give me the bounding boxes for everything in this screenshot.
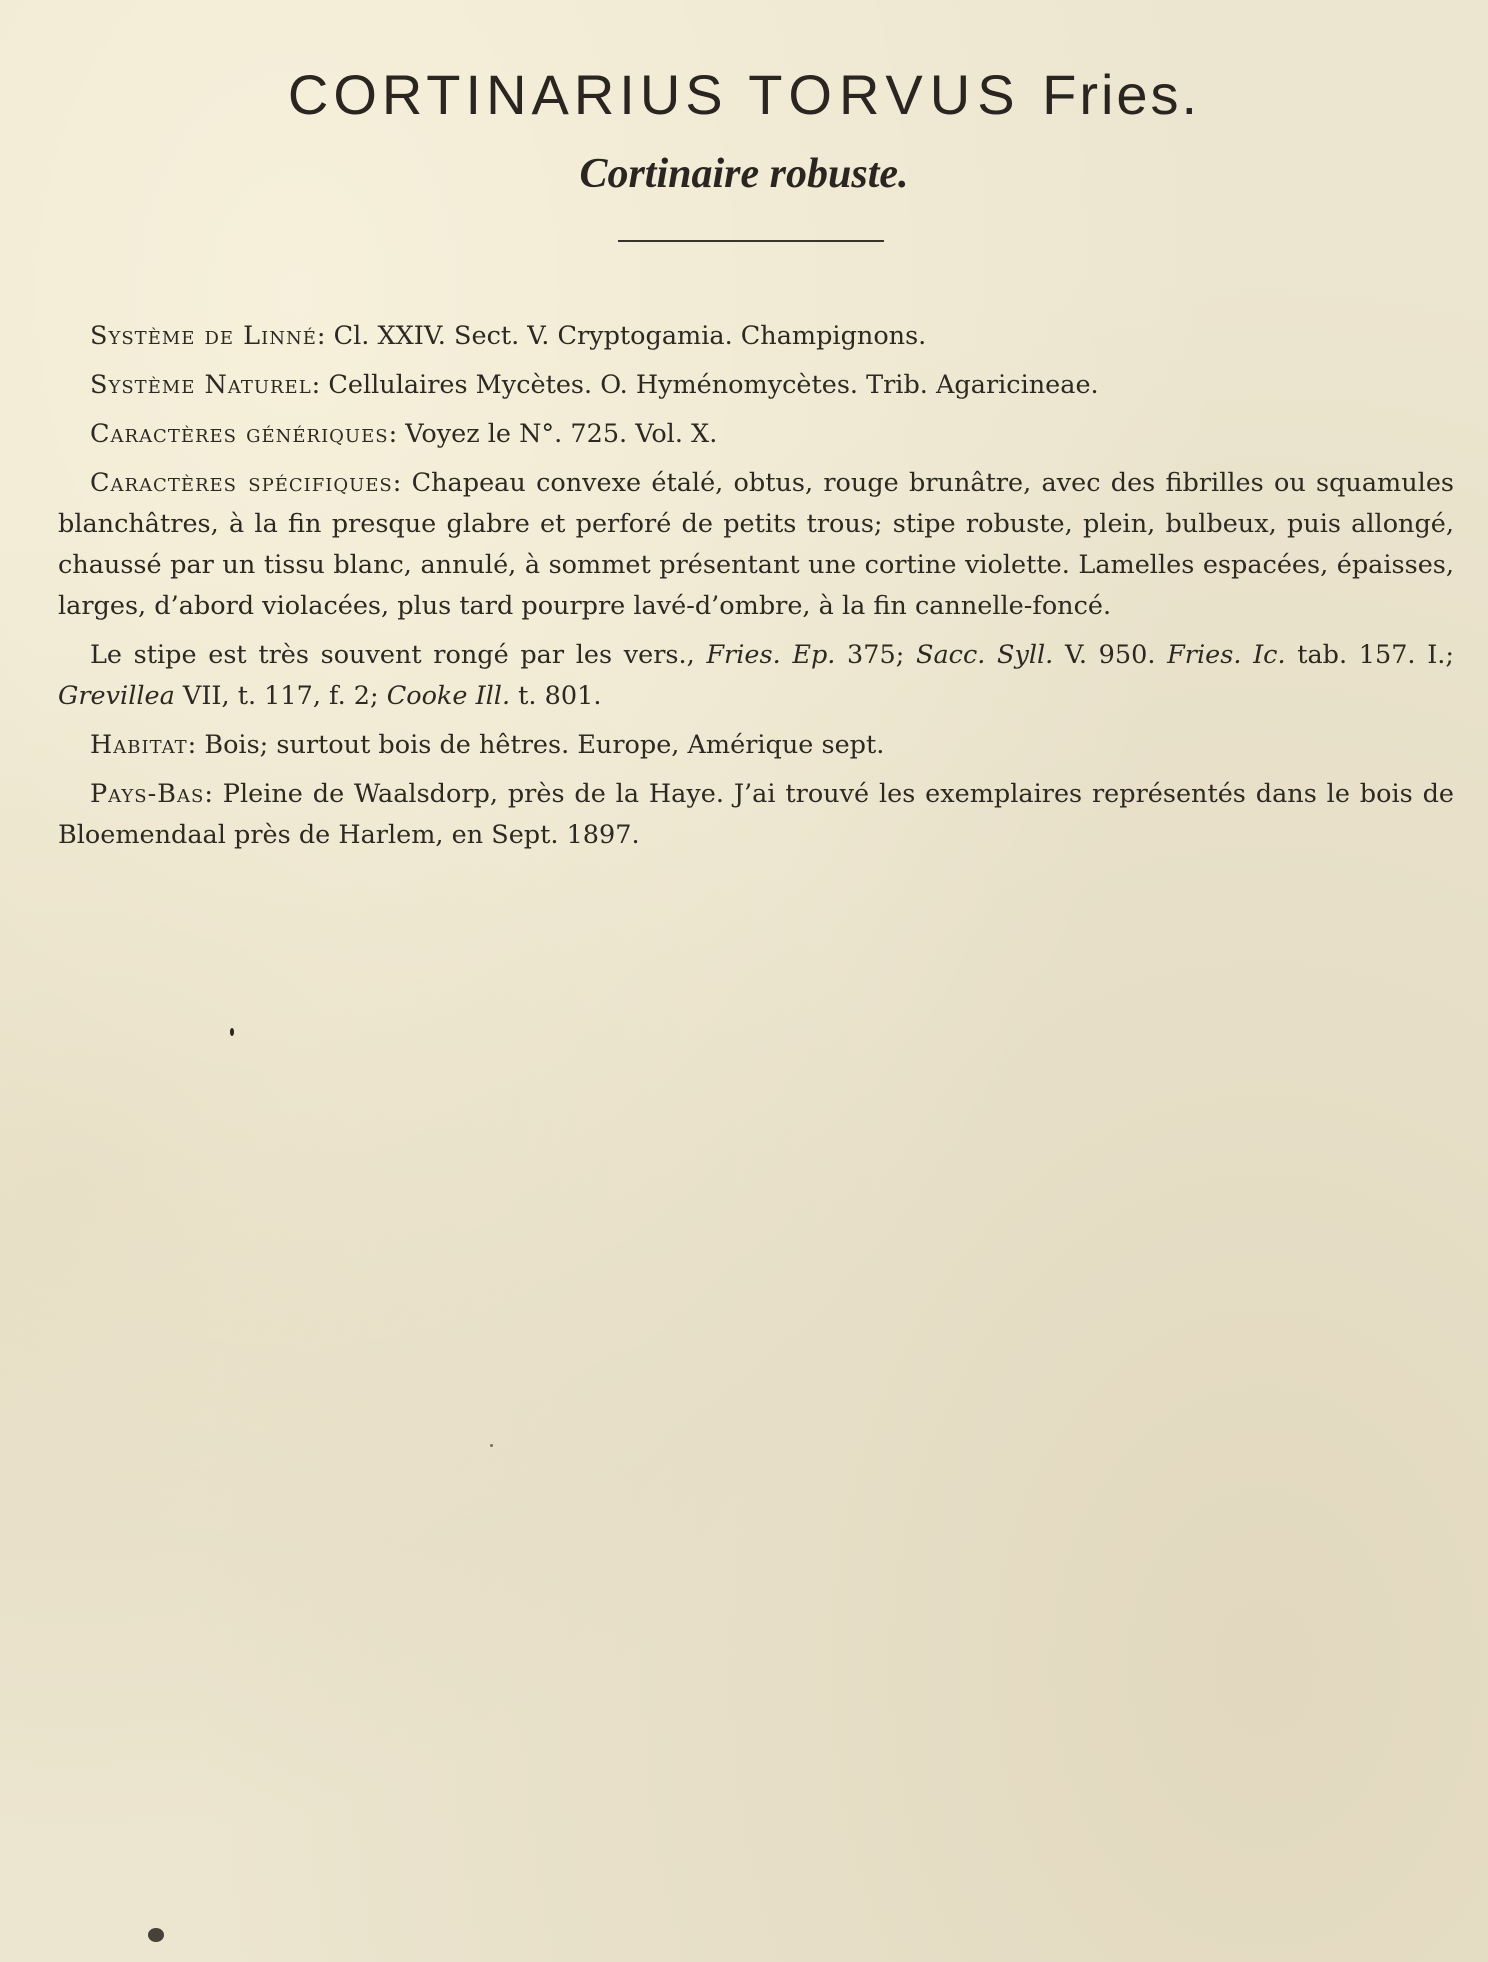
author-name: Fries. xyxy=(1042,63,1201,126)
paper-speck xyxy=(490,1444,493,1447)
remarque-text: Le stipe est très souvent rongé par les vers., xyxy=(90,640,707,670)
common-name: Cortinaire robuste. xyxy=(579,151,909,197)
description-body xyxy=(58,316,1454,864)
generiques-paragraph xyxy=(58,414,1454,455)
section-text: Bois; surtout bois de hêtres. Europe, Amérique sept. xyxy=(204,730,885,760)
title-divider xyxy=(618,240,884,242)
remarque-text: 375; xyxy=(835,640,916,670)
section-text: Chapeau convexe étalé, obtus, rouge brunâtre, avec des fibrilles ou squamules blanchâtres, à la fin presque glabre et perforé de petits trous; stipe robuste, plein, bulbeux, puis allongé, chaussé par un tissu blanc, annulé, à sommet présentant une cortine violette. Lamelles espacées, épaisses, larges, d’abord violacées, plus tard pourpre lavé-d’ombre, à la fin cannelle-foncé. xyxy=(58,468,1454,621)
section-text: Voyez le N°. 725. Vol. X. xyxy=(405,419,718,449)
section-label: Caractères spécifiques xyxy=(90,468,393,498)
ink-speck xyxy=(230,1028,234,1036)
ink-blot xyxy=(148,1928,164,1942)
section-text: Cellulaires Mycètes. O. Hyménomycètes. Trib. Agaricineae. xyxy=(328,370,1099,400)
remarque-text: tab. 157. I.; xyxy=(1285,640,1454,670)
reference-grevillea: Grevillea xyxy=(58,681,175,711)
remarque-text: t. 801. xyxy=(510,681,602,711)
reference-cooke-ill: Cooke Ill. xyxy=(386,681,511,711)
habitat-paragraph xyxy=(58,725,1454,766)
genus-name: CORTINARIUS xyxy=(287,63,728,126)
label-separator: : xyxy=(311,370,329,400)
species-title xyxy=(0,62,1488,127)
label-separator: : xyxy=(388,419,406,449)
remarque-text: V. 950. xyxy=(1053,640,1168,670)
label-separator: : xyxy=(187,730,205,760)
pays-bas-paragraph xyxy=(58,774,1454,856)
reference-sacc-syll: Sacc. Syll. xyxy=(915,640,1054,670)
section-text: Cl. XXIV. Sect. V. Cryptogamia. Champignons. xyxy=(333,321,927,351)
remarque-paragraph xyxy=(58,635,1454,717)
section-label: Système de Linné xyxy=(90,321,317,351)
label-separator: : xyxy=(204,779,223,809)
label-separator: : xyxy=(392,468,412,498)
reference-fries-ep: Fries. Ep. xyxy=(706,640,836,670)
label-separator: : xyxy=(316,321,334,351)
specifiques-paragraph xyxy=(58,463,1454,627)
section-label: Caractères génériques xyxy=(90,419,389,449)
reference-fries-ic: Fries. Ic. xyxy=(1167,640,1286,670)
remarque-text: VII, t. 117, f. 2; xyxy=(174,681,387,711)
section-text: Pleine de Waalsdorp, près de la Haye. J’ai trouvé les exemplaires représentés dans le bois de Bloemendaal près de Harlem, en Sept. 1897. xyxy=(58,779,1454,850)
section-label: Pays-Bas xyxy=(90,779,205,809)
species-name: TORVUS xyxy=(748,63,1022,126)
section-label: Système Naturel xyxy=(90,370,312,400)
naturel-paragraph xyxy=(58,365,1454,406)
section-label: Habitat xyxy=(90,730,188,760)
linne-paragraph xyxy=(58,316,1454,357)
